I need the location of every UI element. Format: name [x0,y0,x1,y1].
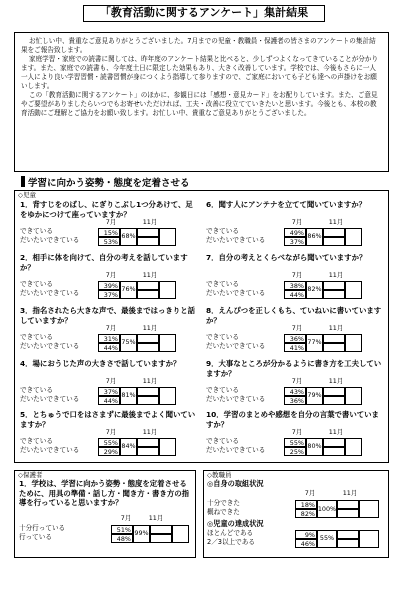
value-total-nov [159,334,176,352]
question-table [20,377,198,407]
value-can-nov [137,281,159,290]
col-nov: 11月 [142,377,158,385]
question-text: 5．とちゅうで口をはさまずに最後までよく聞いていますか？ [20,410,196,429]
value-can: 37% [98,387,120,396]
staff-total1-nov [359,500,379,518]
value-total: 68% [120,228,137,246]
value-mostly: 29% [98,447,120,456]
value-can: 43% [284,387,306,396]
option-mostly-label: だいたいできている [20,395,80,403]
staff-v1: 18% [295,500,317,509]
value-can-nov [323,281,345,290]
parents-v2-nov [150,534,172,543]
value-mostly: 25% [284,447,306,456]
col-nov: 11月 [328,324,344,332]
value-mostly: 44% [98,396,120,405]
value-mostly-nov [137,396,159,405]
option-mostly-label: だいたいできている [20,342,80,350]
question-text: 3．指名されたら大きな声で、最後まではっきりと話していますか？ [20,306,195,325]
value-total: 76% [120,281,137,299]
staff-v4-nov [337,539,359,548]
question-text: 2．相手に体を向けて、自分の考えを話していますか？ [20,253,188,272]
value-can: 31% [98,334,120,343]
option-can-label: できている [206,227,239,235]
question-5 [20,410,198,458]
value-total-nov [345,281,362,299]
value-total: 80% [306,438,323,456]
value-mostly-nov [137,290,159,299]
value-mostly: 53% [98,237,120,246]
question-table [20,324,198,354]
value-mostly-nov [137,237,159,246]
question-table [206,218,384,248]
value-total: 75% [120,334,137,352]
question-4 [20,359,198,407]
col-nov: 11月 [328,377,344,385]
value-can-nov [137,334,159,343]
value-can-nov [323,438,345,447]
staff-v1-nov [337,500,359,509]
staff-col-nov: 11月 [342,489,358,498]
question-1 [20,200,198,248]
col-july: 7月 [105,377,117,385]
staff-panel-label: ◇教職員 [207,471,232,479]
section-marker [21,176,25,187]
question-text: 6．聞す人にアンテナを立てて聞いていますか？ [206,200,367,209]
staff-table-2 [207,530,385,550]
col-july: 7月 [291,324,303,332]
staff-v4: 46% [295,539,317,548]
value-total-nov [159,228,176,246]
col-nov: 11月 [328,218,344,226]
parents-total: 99% [133,525,150,543]
value-mostly-nov [323,343,345,352]
value-can-nov [137,228,159,237]
value-total: 79% [306,387,323,405]
value-can: 15% [98,228,120,237]
option-mostly-label: だいたいできている [206,236,266,244]
value-mostly-nov [323,290,345,299]
question-text: 10．学習のまとめや感想を自分の言葉で書いていますか？ [206,410,379,429]
value-mostly: 37% [284,237,306,246]
page-title: 「教育活動に関するアンケート」集計結果 [99,6,309,20]
value-can-nov [137,438,159,447]
title-box [83,5,325,22]
value-can: 36% [284,334,306,343]
col-july: 7月 [105,218,117,226]
option-can-label: できている [20,386,53,394]
value-total: 86% [306,228,323,246]
question-9 [206,359,384,407]
question-3 [20,306,198,354]
option-mostly-label: だいたいできている [20,236,80,244]
value-mostly: 44% [98,343,120,352]
parents-col-july: 7月 [120,514,132,522]
option-can-label: できている [20,437,53,445]
value-total: 81% [120,387,137,405]
option-mostly-label: だいたいできている [206,289,266,297]
value-mostly-nov [323,447,345,456]
parents-question: 1．学校は、学習に向かう姿勢・態度を定着させるために、用具の準備・話し方・聞き方・書き方の指導を行っていると思いますか？ [19,479,189,508]
staff-v3-nov [337,530,359,539]
value-can: 55% [98,438,120,447]
col-nov: 11月 [142,428,158,436]
option-can-label: できている [206,333,239,341]
value-can: 49% [284,228,306,237]
value-can: 38% [284,281,306,290]
option-can-label: できている [206,386,239,394]
option-can-label: できている [206,437,239,445]
question-text: 7．自分の考えとくらべながら聞いていますか？ [206,253,367,262]
staff-content [207,480,385,550]
question-text: 9．大事なところが分かるように書き方を工夫していますか？ [206,359,382,378]
value-mostly-nov [137,343,159,352]
staff-v2: 82% [295,509,317,518]
value-total: 77% [306,334,323,352]
staff-col-july: 7月 [304,489,316,498]
question-table [20,271,198,301]
section-title [21,176,190,190]
parents-panel-label: ◇保護者 [18,471,43,479]
value-total-nov [345,228,362,246]
value-can-nov [323,334,345,343]
question-table [206,377,384,407]
value-total-nov [159,438,176,456]
parents-v2: 48% [111,534,133,543]
option-can-label: できている [206,280,239,288]
col-july: 7月 [291,218,303,226]
staff-opt4-label: 2／3以上である [207,537,255,546]
value-mostly: 36% [284,396,306,405]
value-total-nov [159,387,176,405]
col-july: 7月 [105,324,117,332]
question-7 [206,253,384,301]
parents-v1: 51% [111,525,133,534]
staff-sub1: ◎自身の取組状況 [207,479,264,488]
question-text: 4．場におうじた声の大きさで話していますか？ [20,359,181,368]
value-mostly-nov [323,237,345,246]
option-can-label: できている [20,280,53,288]
value-can: 55% [284,438,306,447]
option-can-label: できている [20,227,53,235]
intro-paragraph-3: この「教育活動に関するアンケート」のほかに、参観日には「感想・意見カード」をお配りしています。また、ご意見やご要望がありましたらいつでもお寄せいただければ、工夫・改善に役立てていきたいと思います。今後とも、本校の教育活動にご理解とご協力をお願い致します。お忙しい中、貴重なご意見ありがとうございました。 [21,91,378,117]
parents-opt1-label: 十分行っている [19,524,66,532]
intro-paragraph-1: お忙しい中、貴重なご意見ありがとうございました。7月までの児童・教職員・保護者の皆さまのアンケートの集計結果をご報告致します。 [21,37,376,54]
value-can-nov [137,387,159,396]
option-mostly-label: だいたいできている [206,446,266,454]
value-total: 84% [120,438,137,456]
value-total-nov [345,438,362,456]
staff-total2: 55% [317,530,337,548]
value-total-nov [159,281,176,299]
parents-col-nov: 11月 [148,514,164,522]
value-total-nov [345,387,362,405]
staff-sub2: ◎児童の達成状況 [207,519,264,529]
section-title-text: 学習に向かう姿勢・態度を定着させる [28,178,190,189]
col-july: 7月 [291,271,303,279]
col-nov: 11月 [328,428,344,436]
option-mostly-label: だいたいできている [206,342,266,350]
col-nov: 11月 [142,324,158,332]
value-can: 39% [98,281,120,290]
option-mostly-label: だいたいできている [20,446,80,454]
value-mostly: 37% [98,290,120,299]
value-total-nov [345,334,362,352]
value-total: 82% [306,281,323,299]
option-mostly-label: だいたいできている [20,289,80,297]
option-can-label: できている [20,333,53,341]
value-mostly: 41% [284,343,306,352]
question-text: 1．背すじをのばし、にぎりこぶし1つ分あけて、足をゆかにつけて座っていますか？ [20,200,193,219]
col-july: 7月 [105,428,117,436]
parents-opt2-label: 行っている [19,533,52,541]
staff-v2-nov [337,509,359,518]
question-8 [206,306,384,354]
value-can-nov [323,387,345,396]
parents-table [19,515,191,545]
value-mostly: 44% [284,290,306,299]
parents-content [19,479,191,545]
question-2 [20,253,198,301]
question-text: 8．えんぴつを正しくもち、ていねいに書いていますか？ [206,306,382,325]
staff-opt2-label: 概ねできた [207,508,240,517]
children-panel-label: ◇児童 [18,191,36,199]
col-nov: 11月 [328,271,344,279]
col-nov: 11月 [142,218,158,226]
question-10 [206,410,384,458]
col-nov: 11月 [142,271,158,279]
question-table [20,218,198,248]
value-mostly-nov [137,447,159,456]
col-july: 7月 [105,271,117,279]
col-july: 7月 [291,377,303,385]
value-mostly-nov [323,396,345,405]
parents-total-nov [172,525,189,543]
parents-v1-nov [150,525,172,534]
staff-total2-nov [359,530,379,548]
question-table [206,428,384,458]
value-can-nov [323,228,345,237]
intro-box [14,32,389,172]
question-6 [206,200,384,248]
question-table [20,428,198,458]
staff-total1: 100% [317,500,337,518]
question-table [206,324,384,354]
staff-v3: 9% [295,530,317,539]
col-july: 7月 [291,428,303,436]
question-table [206,271,384,301]
staff-table-1 [207,490,385,520]
option-mostly-label: だいたいできている [206,395,266,403]
staff-opt1-label: 十分できた [207,499,240,508]
staff-opt3-label: ほとんどである [207,528,254,537]
intro-paragraph-2: 家庭学習・家庭での読書に関しては、昨年度のアンケート結果と比べると、少しずつよくなってきていることが分かります。また、家庭での読書も、今年度土日に限定した効果もあり、大きく改善しています。学校では、今後もさらに一人一人により良い学習習慣・読書習慣が身につくよう指導して参りますので、ご家庭においても子ども達への声掛けをお願いします。 [21,55,379,90]
